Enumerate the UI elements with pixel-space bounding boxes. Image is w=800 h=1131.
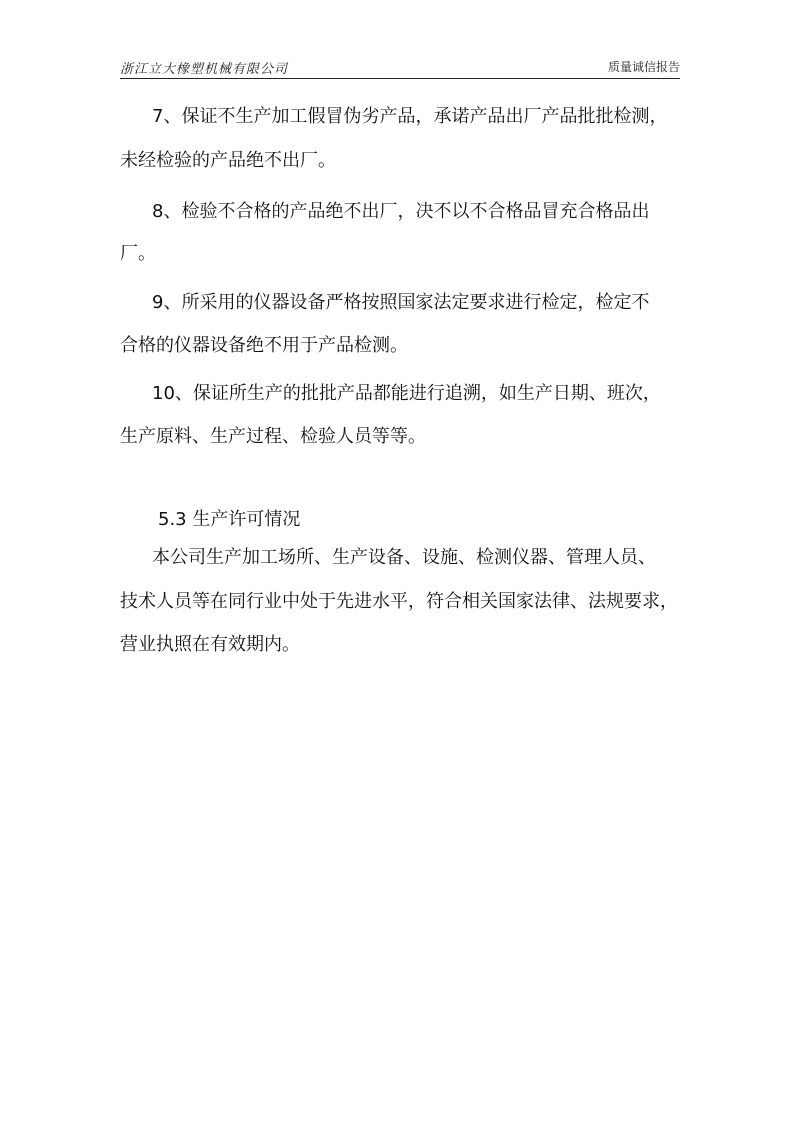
header-report-title: 质量诚信报告 <box>607 60 680 74</box>
section-line-3: 营业执照在有效期内。 <box>120 634 300 655</box>
paragraph-10-line-1: 10、保证所生产的批批产品都能进行追溯，如生产日期、班次， <box>152 383 661 404</box>
section-heading: 5.3 生产许可情况 <box>158 509 301 530</box>
paragraph-7-line-2: 未经检验的产品绝不出厂。 <box>120 150 336 171</box>
section-line-2: 技术人员等在同行业中处于先进水平，符合相关国家法律、法规要求， <box>120 591 678 612</box>
paragraph-10-line-2: 生产原料、生产过程、检验人员等等。 <box>120 426 426 447</box>
paragraph-9-line-1: 9、所采用的仪器设备严格按照国家法定要求进行检定，检定不 <box>152 292 650 313</box>
paragraph-8-line-1: 8、检验不合格的产品绝不出厂，决不以不合格品冒充合格品出 <box>152 201 650 222</box>
paragraph-8-line-2: 厂。 <box>120 243 156 264</box>
header-company-name: 浙江立大橡塑机械有限公司 <box>120 62 289 77</box>
section-line-1: 本公司生产加工场所、生产设备、设施、检测仪器、管理人员、 <box>152 547 656 568</box>
page-header <box>120 56 680 79</box>
paragraph-7-line-1: 7、保证不生产加工假冒伪劣产品，承诺产品出厂产品批批检测， <box>152 106 668 127</box>
paragraph-9-line-2: 合格的仪器设备绝不用于产品检测。 <box>120 335 408 356</box>
